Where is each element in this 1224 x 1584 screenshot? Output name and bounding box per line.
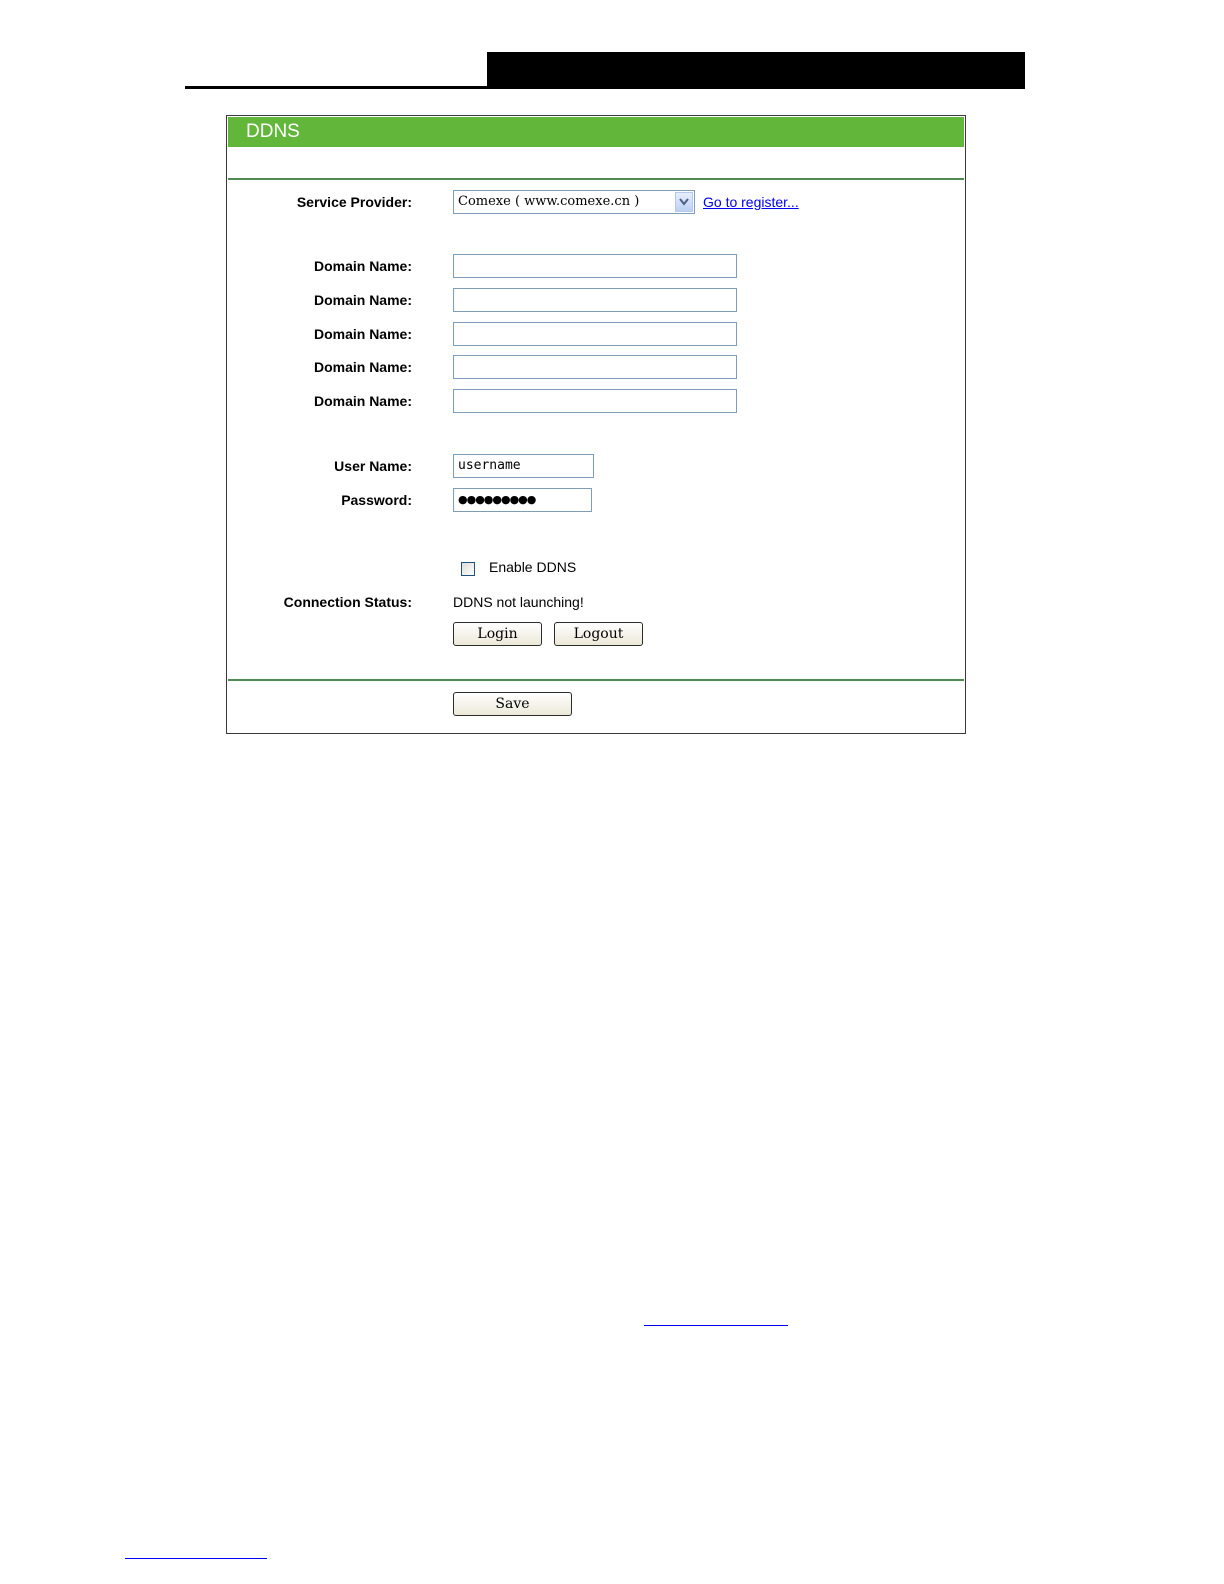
register-link[interactable]: Go to register... <box>703 194 799 210</box>
password-input[interactable]: ●●●●●●●●● <box>453 488 592 512</box>
logout-button[interactable]: Logout <box>554 622 643 646</box>
username-label: User Name: <box>334 458 412 474</box>
enable-ddns-label: Enable DDNS <box>489 559 577 575</box>
header-rule <box>185 86 1025 89</box>
domain-name-label-1: Domain Name: <box>313 258 412 274</box>
top-divider <box>228 178 964 180</box>
connection-status-value: DDNS not launching! <box>453 594 584 610</box>
footer-underline <box>125 1558 267 1559</box>
link-underline <box>644 1325 788 1326</box>
domain-name-label-3: Domain Name: <box>313 326 412 342</box>
service-provider-select[interactable] <box>453 190 695 214</box>
chevron-down-icon[interactable] <box>675 192 693 212</box>
panel-title: DDNS <box>228 117 964 147</box>
login-button[interactable]: Login <box>453 622 542 646</box>
connection-status-label: Connection Status: <box>283 594 412 610</box>
domain-name-input-1[interactable] <box>453 254 737 278</box>
save-button[interactable]: Save <box>453 692 572 716</box>
domain-name-input-5[interactable] <box>453 389 737 413</box>
service-provider-value: Comexe ( www.comexe.cn ) <box>458 194 640 209</box>
enable-ddns-checkbox[interactable] <box>461 562 475 576</box>
domain-name-label-2: Domain Name: <box>313 292 412 308</box>
service-provider-label: Service Provider: <box>296 194 412 210</box>
header-black-block <box>487 52 1025 89</box>
domain-name-label-5: Domain Name: <box>313 393 412 409</box>
domain-name-input-4[interactable] <box>453 355 737 379</box>
bottom-divider <box>228 679 964 681</box>
username-input[interactable]: username <box>453 454 594 478</box>
domain-name-label-4: Domain Name: <box>313 359 412 375</box>
domain-name-input-2[interactable] <box>453 288 737 312</box>
ddns-panel <box>226 115 966 734</box>
domain-name-input-3[interactable] <box>453 322 737 346</box>
password-label: Password: <box>341 492 412 508</box>
